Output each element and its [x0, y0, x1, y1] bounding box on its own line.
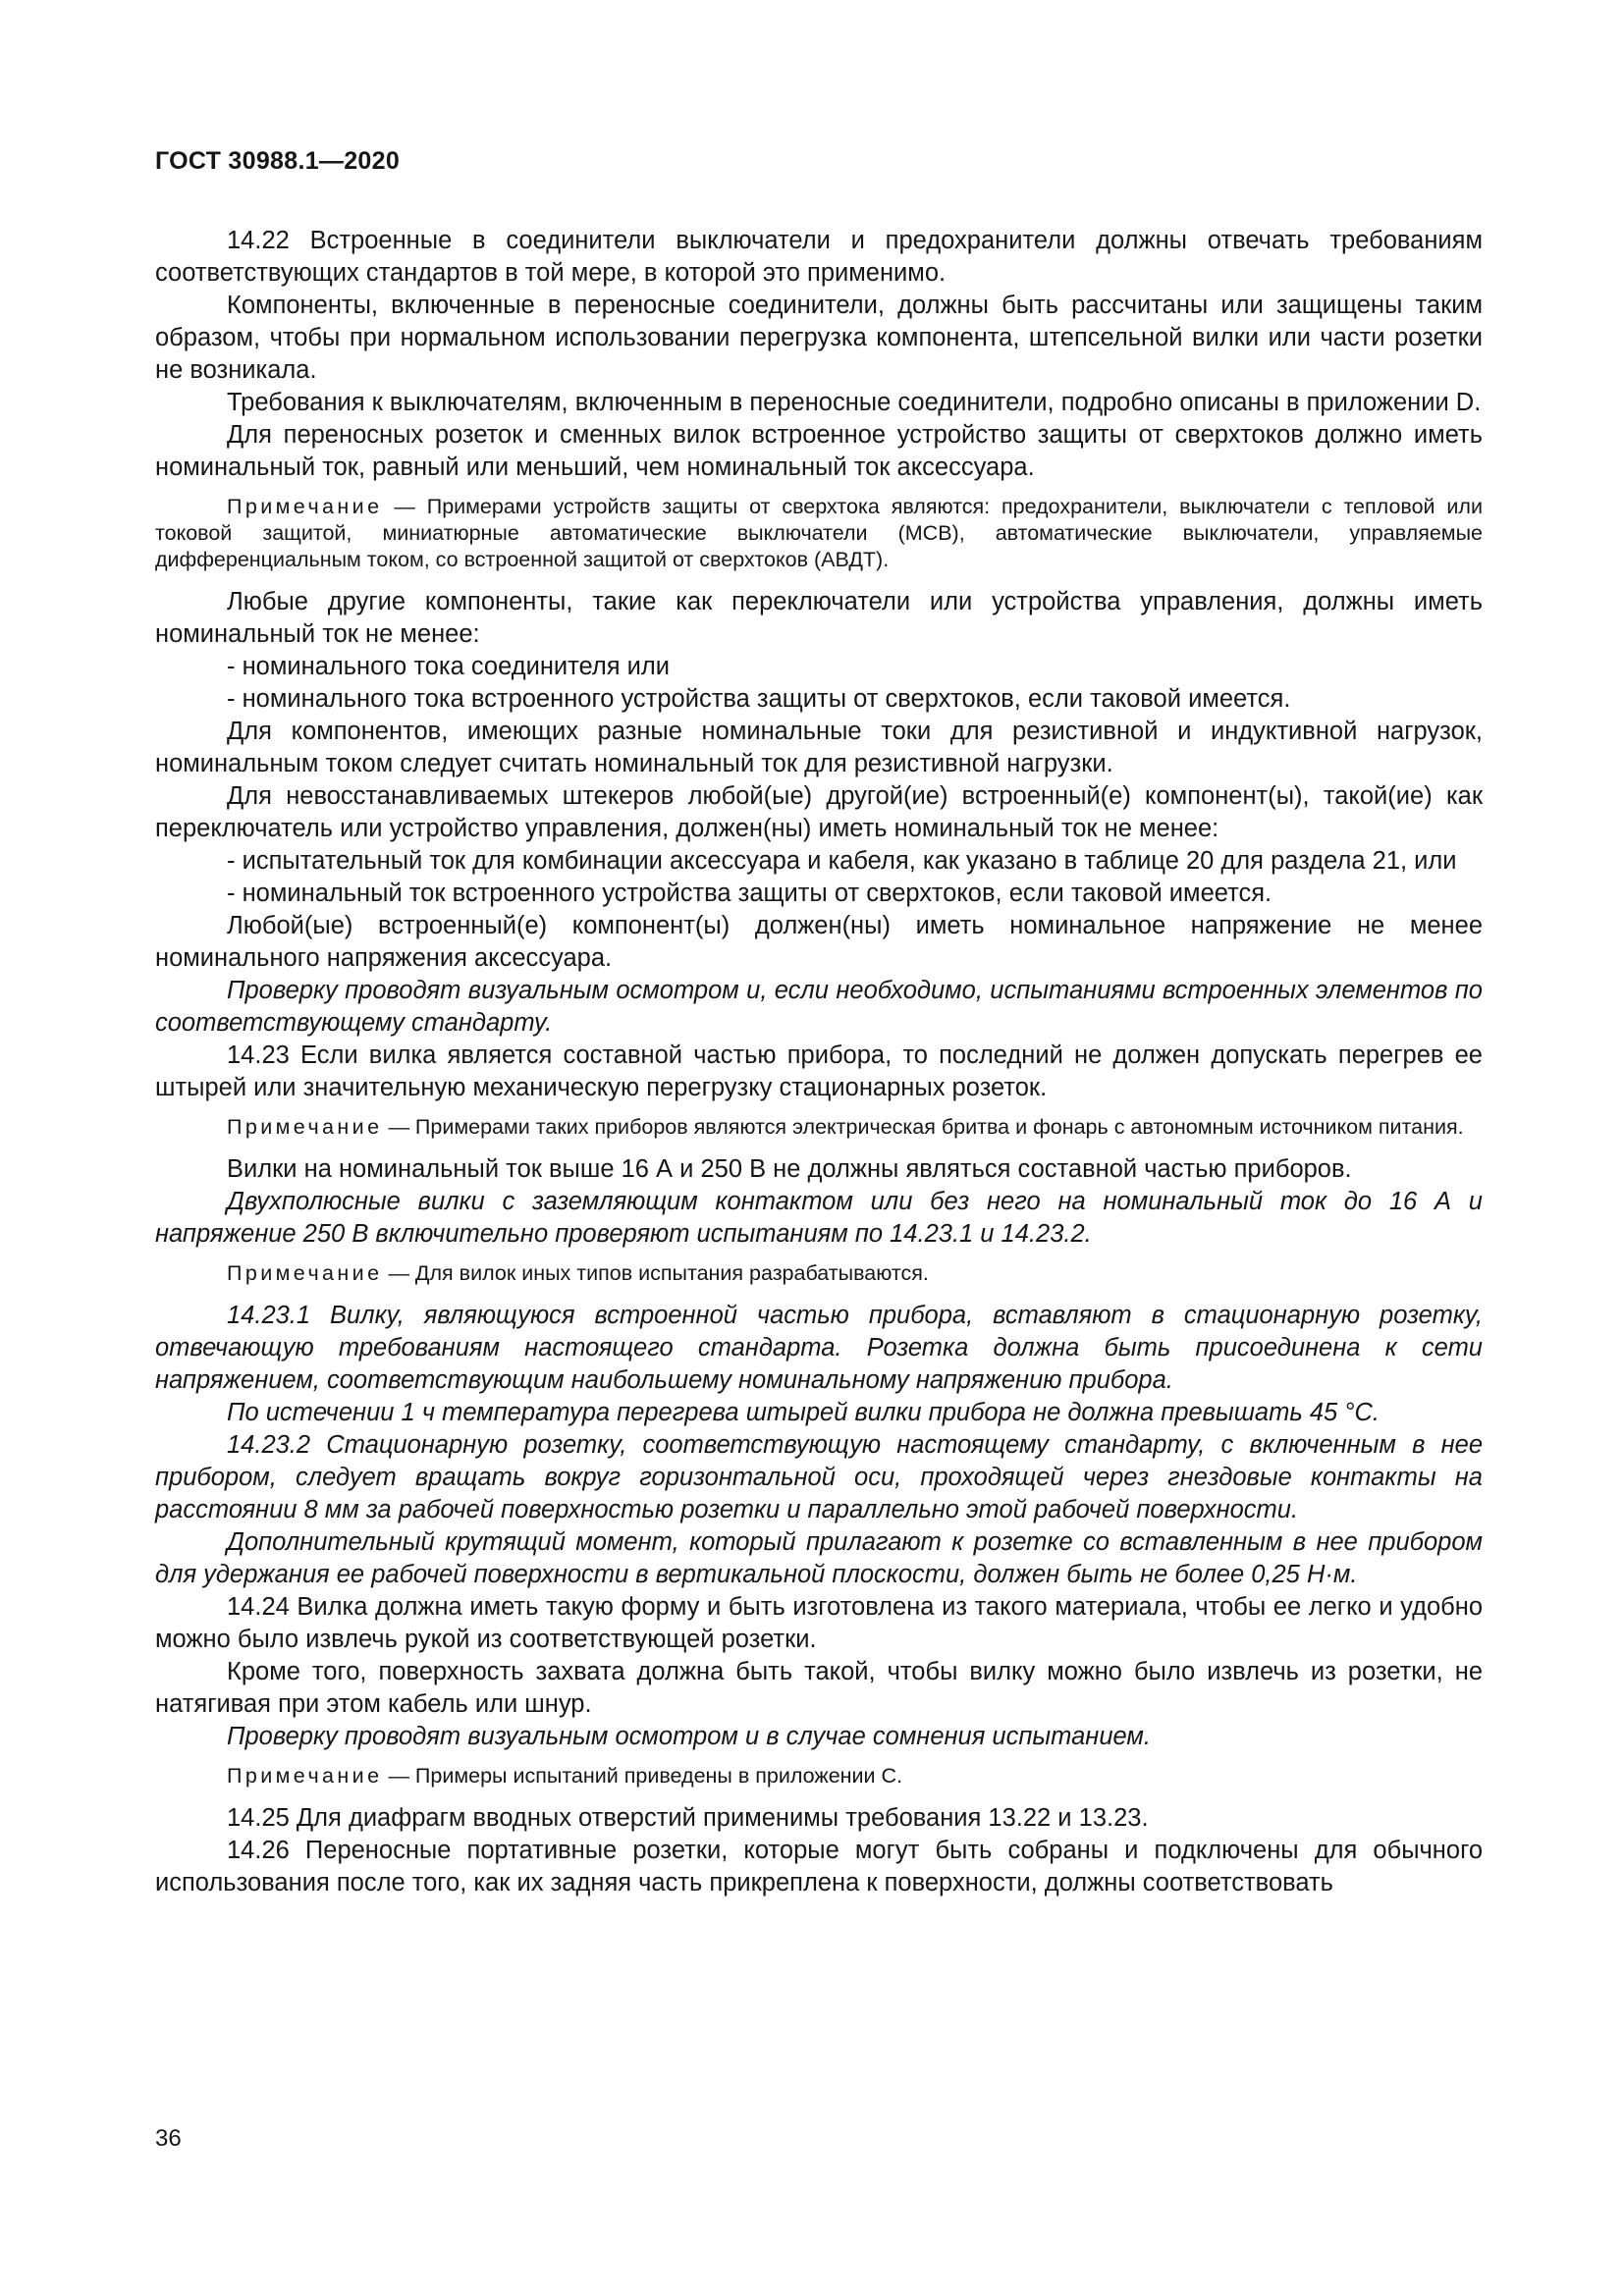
note-dash: —	[388, 1261, 409, 1285]
paragraph-italic: Проверку проводят визуальным осмотром и в случае сомнения испытанием.	[227, 1723, 1151, 1750]
paragraph-italic: Дополнительный крутящий момент, который прилагают к розетке со вставленным в нее прибором для удержания ее рабочей поверхности в вертикальной плоскости, должен быть не более 0,25 Н·м.	[155, 1528, 1483, 1588]
list-item: - номинального тока встроенного устройства защиты от сверхтоков, если таковой имеется.	[227, 685, 1291, 713]
paragraph: 14.26 Переносные портативные розетки, которые могут быть собраны и подключены для обычного использования после того, как их задняя часть прикреплена к поверхности, должны соответствовать	[155, 1837, 1483, 1896]
paragraph: Для переносных розеток и сменных вилок встроенное устройство защиты от сверхтоков должно иметь номинальный ток, равный или меньший, чем номинальный ток аксессуара.	[155, 421, 1483, 481]
note-text: Для вилок иных типов испытания разрабатываются.	[414, 1261, 929, 1285]
note-dash: —	[388, 1115, 409, 1139]
paragraph-italic: Проверку проводят визуальным осмотром и, если необходимо, испытаниями встроенных элементов по соответствующему стандарту.	[155, 977, 1483, 1037]
paragraph: Любые другие компоненты, такие как переключатели или устройства управления, должны иметь номинальный ток не менее:	[155, 588, 1483, 648]
note-dash: —	[394, 495, 415, 518]
note	[155, 1114, 1483, 1141]
paragraph: 14.24 Вилка должна иметь такую форму и быть изготовлена из такого материала, чтобы ее легко и удобно можно было извлечь рукой из соответствующей розетки.	[155, 1593, 1483, 1653]
note-dash: —	[388, 1764, 409, 1788]
note	[155, 1260, 1483, 1287]
paragraph: 14.25 Для диафрагм вводных отверстий применимы требования 13.22 и 13.23.	[227, 1804, 1149, 1832]
list-item: - номинальный ток встроенного устройства защиты от сверхтоков, если таковой имеется.	[227, 880, 1272, 907]
paragraph-italic: 14.23.1 Вилку, являющуюся встроенной частью прибора, вставляют в стационарную розетку, отвечающую требованиям настоящего стандарта. Розетка должна быть присоединена к сети напряжением, соответствующим наибольшему номинальному напряжению прибора.	[155, 1302, 1483, 1394]
paragraph-italic: По истечении 1 ч температура перегрева штырей вилки прибора не должна превышать 45 °С.	[227, 1399, 1380, 1426]
list-item: - испытательный ток для комбинации аксессуара и кабеля, как указано в таблице 20 для раздела 21, или	[227, 847, 1457, 875]
paragraph: Вилки на номинальный ток выше 16 А и 250 В не должны являться составной частью приборов.	[227, 1155, 1352, 1183]
note-label: Примечание	[227, 1115, 383, 1139]
paragraph: Требования к выключателям, включенным в переносные соединители, подробно описаны в приложении D.	[227, 389, 1482, 416]
note	[155, 494, 1483, 573]
note-text: Примерами устройств защиты от сверхтока являются: предохранители, выключатели с тепловой или токовой защитой, миниатюрные автоматические выключатели (МСВ), автоматические выключатели, управляемые дифференциальным током, со встроенной защитой от сверхтоков (АВДТ).	[155, 495, 1483, 571]
document-header: ГОСТ 30988.1—2020	[155, 147, 401, 175]
list-item: - номинального тока соединителя или	[227, 653, 671, 680]
paragraph-italic: 14.23.2 Стационарную розетку, соответствующую настоящему стандарту, с включенным в нее прибором, следует вращать вокруг горизонтальной оси, проходящей через гнездовые контакты на расстоянии 8 мм за рабочей поверхностью розетки и параллельно этой рабочей поверхности.	[155, 1431, 1483, 1523]
paragraph: Компоненты, включенные в переносные соединители, должны быть рассчитаны или защищены таким образом, чтобы при нормальном использовании перегрузка компонента, штепсельной вилки или части розетки не возникала.	[155, 292, 1483, 384]
paragraph: 14.23 Если вилка является составной частью прибора, то последний не должен допускать перегрев ее штырей или значительную механическую перегрузку стационарных розеток.	[155, 1041, 1483, 1101]
paragraph-italic: Двухполюсные вилки с заземляющим контактом или без него на номинальный ток до 16 А и напряжение 250 В включительно проверяют испытаниям по 14.23.1 и 14.23.2.	[155, 1188, 1483, 1248]
note-label: Примечание	[227, 1764, 383, 1788]
paragraph: Для невосстанавливаемых штекеров любой(ые) другой(ие) встроенный(е) компонент(ы), такой(ие) как переключатель или устройство управления, должен(ны) иметь номинальный ток не менее:	[155, 782, 1483, 842]
note-label: Примечание	[227, 1261, 383, 1285]
page-number: 36	[155, 2125, 182, 2152]
paragraph: Любой(ые) встроенный(е) компонент(ы) должен(ны) иметь номинальное напряжение не менее номинального напряжения аксессуара.	[155, 912, 1483, 972]
paragraph: 14.22 Встроенные в соединители выключатели и предохранители должны отвечать требованиям соответствующих стандартов в той мере, в которой это применимо.	[155, 227, 1483, 287]
note-label: Примечание	[227, 495, 383, 518]
note-text: Примеры испытаний приведены в приложении С.	[414, 1764, 903, 1788]
document-body	[155, 225, 1483, 1899]
note	[155, 1763, 1483, 1789]
paragraph: Для компонентов, имеющих разные номинальные токи для резистивной и индуктивной нагрузок, номинальным током следует считать номинальный ток для резистивной нагрузки.	[155, 718, 1483, 777]
paragraph: Кроме того, поверхность захвата должна быть такой, чтобы вилку можно было извлечь из розетки, не натягивая при этом кабель или шнур.	[155, 1658, 1483, 1718]
note-text: Примерами таких приборов являются электрическая бритва и фонарь с автономным источником питания.	[414, 1115, 1464, 1139]
